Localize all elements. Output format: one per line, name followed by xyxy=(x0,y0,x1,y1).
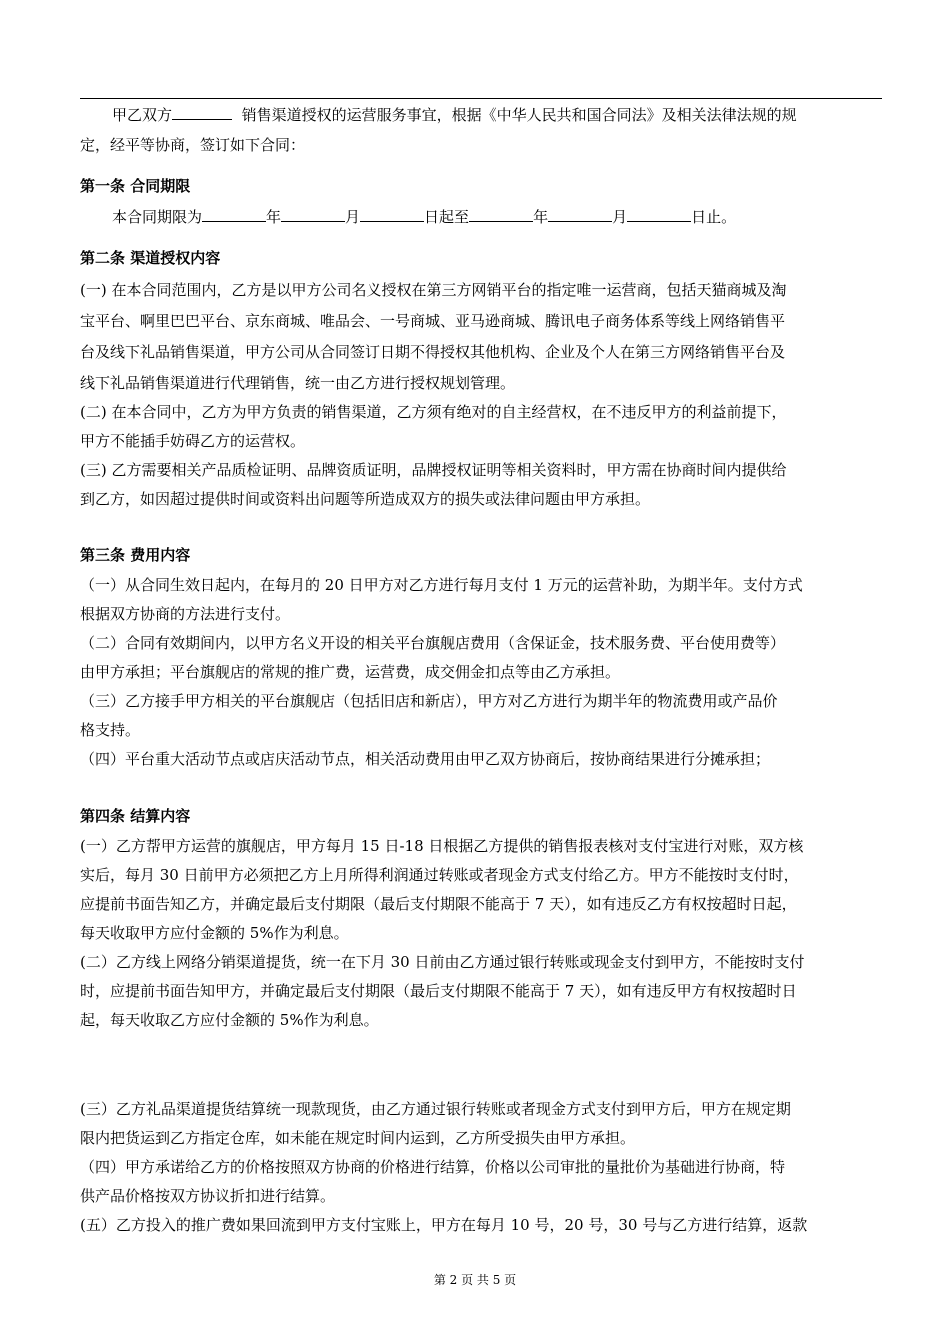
article4-line: 每天收取甲方应付金额的 5%作为利息。 xyxy=(80,924,349,942)
blank-field xyxy=(469,207,533,222)
article2-line: 台及线下礼品销售渠道，甲方公司从合同签订日期不得授权其他机构、企业及个人在第三方网络销售平台及 xyxy=(80,343,786,361)
term-text: 月 xyxy=(345,208,361,226)
intro-line-1 xyxy=(112,105,797,125)
article4-line: 起，每天收取乙方应付金额的 5%作为利息。 xyxy=(80,1011,379,1029)
article4-line: (二）乙方线上网络分销渠道提货，统一在下月 30 日前由乙方通过银行转账或现金支付到甲方，不能按时支付 xyxy=(80,953,805,971)
article2-line: (二) 在本合同中，乙方为甲方负责的销售渠道，乙方须有绝对的自主经营权，在不违反甲方的利益前提下， xyxy=(80,403,787,421)
article2-line: 到乙方，如因超过提供时间或资料出问题等所造成双方的损失或法律问题由甲方承担。 xyxy=(80,490,651,508)
article2-line: 线下礼品销售渠道进行代理销售，统一由乙方进行授权规划管理。 xyxy=(80,374,516,392)
article3-line: （一）从合同生效日起内，在每月的 20 日甲方对乙方进行每月支付 1 万元的运营补助，为期半年。支付方式 xyxy=(80,576,803,594)
page-number: 第 2 页 共 5 页 xyxy=(433,1273,517,1287)
article3-line: 由甲方承担；平台旗舰店的常规的推广费，运营费，成交佣金扣点等由乙方承担。 xyxy=(80,663,621,681)
article4-line: 供产品价格按双方协议折扣进行结算。 xyxy=(80,1187,336,1205)
blank-field xyxy=(360,207,424,222)
article4-line: (三）乙方礼品渠道提货结算统一现款现货，由乙方通过银行转账或者现金方式支付到甲方后，甲方在规定期 xyxy=(80,1100,791,1118)
article2-line: 甲方不能插手妨碍乙方的运营权。 xyxy=(80,432,306,450)
term-text: 月 xyxy=(612,208,628,226)
article4-line: 限内把货运到乙方指定仓库，如未能在规定时间内运到，乙方所受损失由甲方承担。 xyxy=(80,1129,636,1147)
intro-text: 销售渠道授权的运营服务事宜，根据《中华人民共和国合同法》及相关法律法规的规 xyxy=(241,106,797,124)
article4-line: (五）乙方投入的推广费如果回流到甲方支付宝账上，甲方在每月 10 号，20 号，30 号与乙方进行结算，返款 xyxy=(80,1216,808,1234)
blank-field xyxy=(281,207,345,222)
article4-line: (一）乙方帮甲方运营的旗舰店，甲方每月 15 日-18 日根据乙方提供的销售报表核对支付宝进行对账，双方核 xyxy=(80,837,804,855)
term-text: 年 xyxy=(533,208,549,226)
article3-line: 格支持。 xyxy=(80,721,141,739)
article2-line: (三) 乙方需要相关产品质检证明、品牌资质证明，品牌授权证明等相关资料时，甲方需在协商时间内提供给 xyxy=(80,461,787,479)
term-text: 日起至 xyxy=(424,208,470,226)
article4-line: 应提前书面告知乙方，并确定最后支付期限（最后支付期限不能高于 7 天），如有违反乙方有权按超时日起， xyxy=(80,895,797,913)
article4-line: 时，应提前书面告知甲方，并确定最后支付期限（最后支付期限不能高于 7 天），如有违反甲方有权按超时日 xyxy=(80,982,797,1000)
article1-heading: 第一条 合同期限 xyxy=(80,177,191,195)
article4-line: （四）甲方承诺给乙方的价格按照双方协商的价格进行结算，价格以公司审批的量批价为基础进行协商，特 xyxy=(80,1158,786,1176)
article3-line: （三）乙方接手甲方相关的平台旗舰店（包括旧店和新店），甲方对乙方进行为期半年的物流费用或产品价 xyxy=(80,692,778,710)
blank-field xyxy=(172,105,232,120)
article2-line: (一) 在本合同范围内，乙方是以甲方公司名义授权在第三方网销平台的指定唯一运营商，包括天猫商城及淘 xyxy=(80,281,787,299)
term-text: 日止。 xyxy=(691,208,737,226)
top-rule xyxy=(80,98,882,99)
intro-line-2: 定，经平等协商，签订如下合同： xyxy=(80,136,306,154)
blank-field xyxy=(202,207,266,222)
article3-line: （二）合同有效期间内，以甲方名义开设的相关平台旗舰店费用（含保证金，技术服务费、平台使用费等） xyxy=(80,634,786,652)
article3-line: （四）平台重大活动节点或店庆活动节点，相关活动费用由甲乙双方协商后，按协商结果进行分摊承担； xyxy=(80,750,771,768)
article3-heading: 第三条 费用内容 xyxy=(80,546,191,564)
article2-line: 宝平台、啊里巴巴平台、京东商城、唯品会、一号商城、亚马逊商城、腾讯电子商务体系等线上网络销售平 xyxy=(80,312,786,330)
article1-term xyxy=(112,207,736,227)
term-text: 本合同期限为 xyxy=(112,208,203,226)
blank-field xyxy=(548,207,612,222)
article4-line: 实后，每月 30 日前甲方必须把乙方上月所得利润通过转账或者现金方式支付给乙方。甲方不能按时支付时， xyxy=(80,866,799,884)
intro-party-label: 甲乙双方 xyxy=(112,106,173,124)
term-text: 年 xyxy=(266,208,282,226)
article3-line: 根据双方协商的方法进行支付。 xyxy=(80,605,291,623)
blank-field xyxy=(627,207,691,222)
article2-heading: 第二条 渠道授权内容 xyxy=(80,249,221,267)
article4-heading: 第四条 结算内容 xyxy=(80,807,191,825)
